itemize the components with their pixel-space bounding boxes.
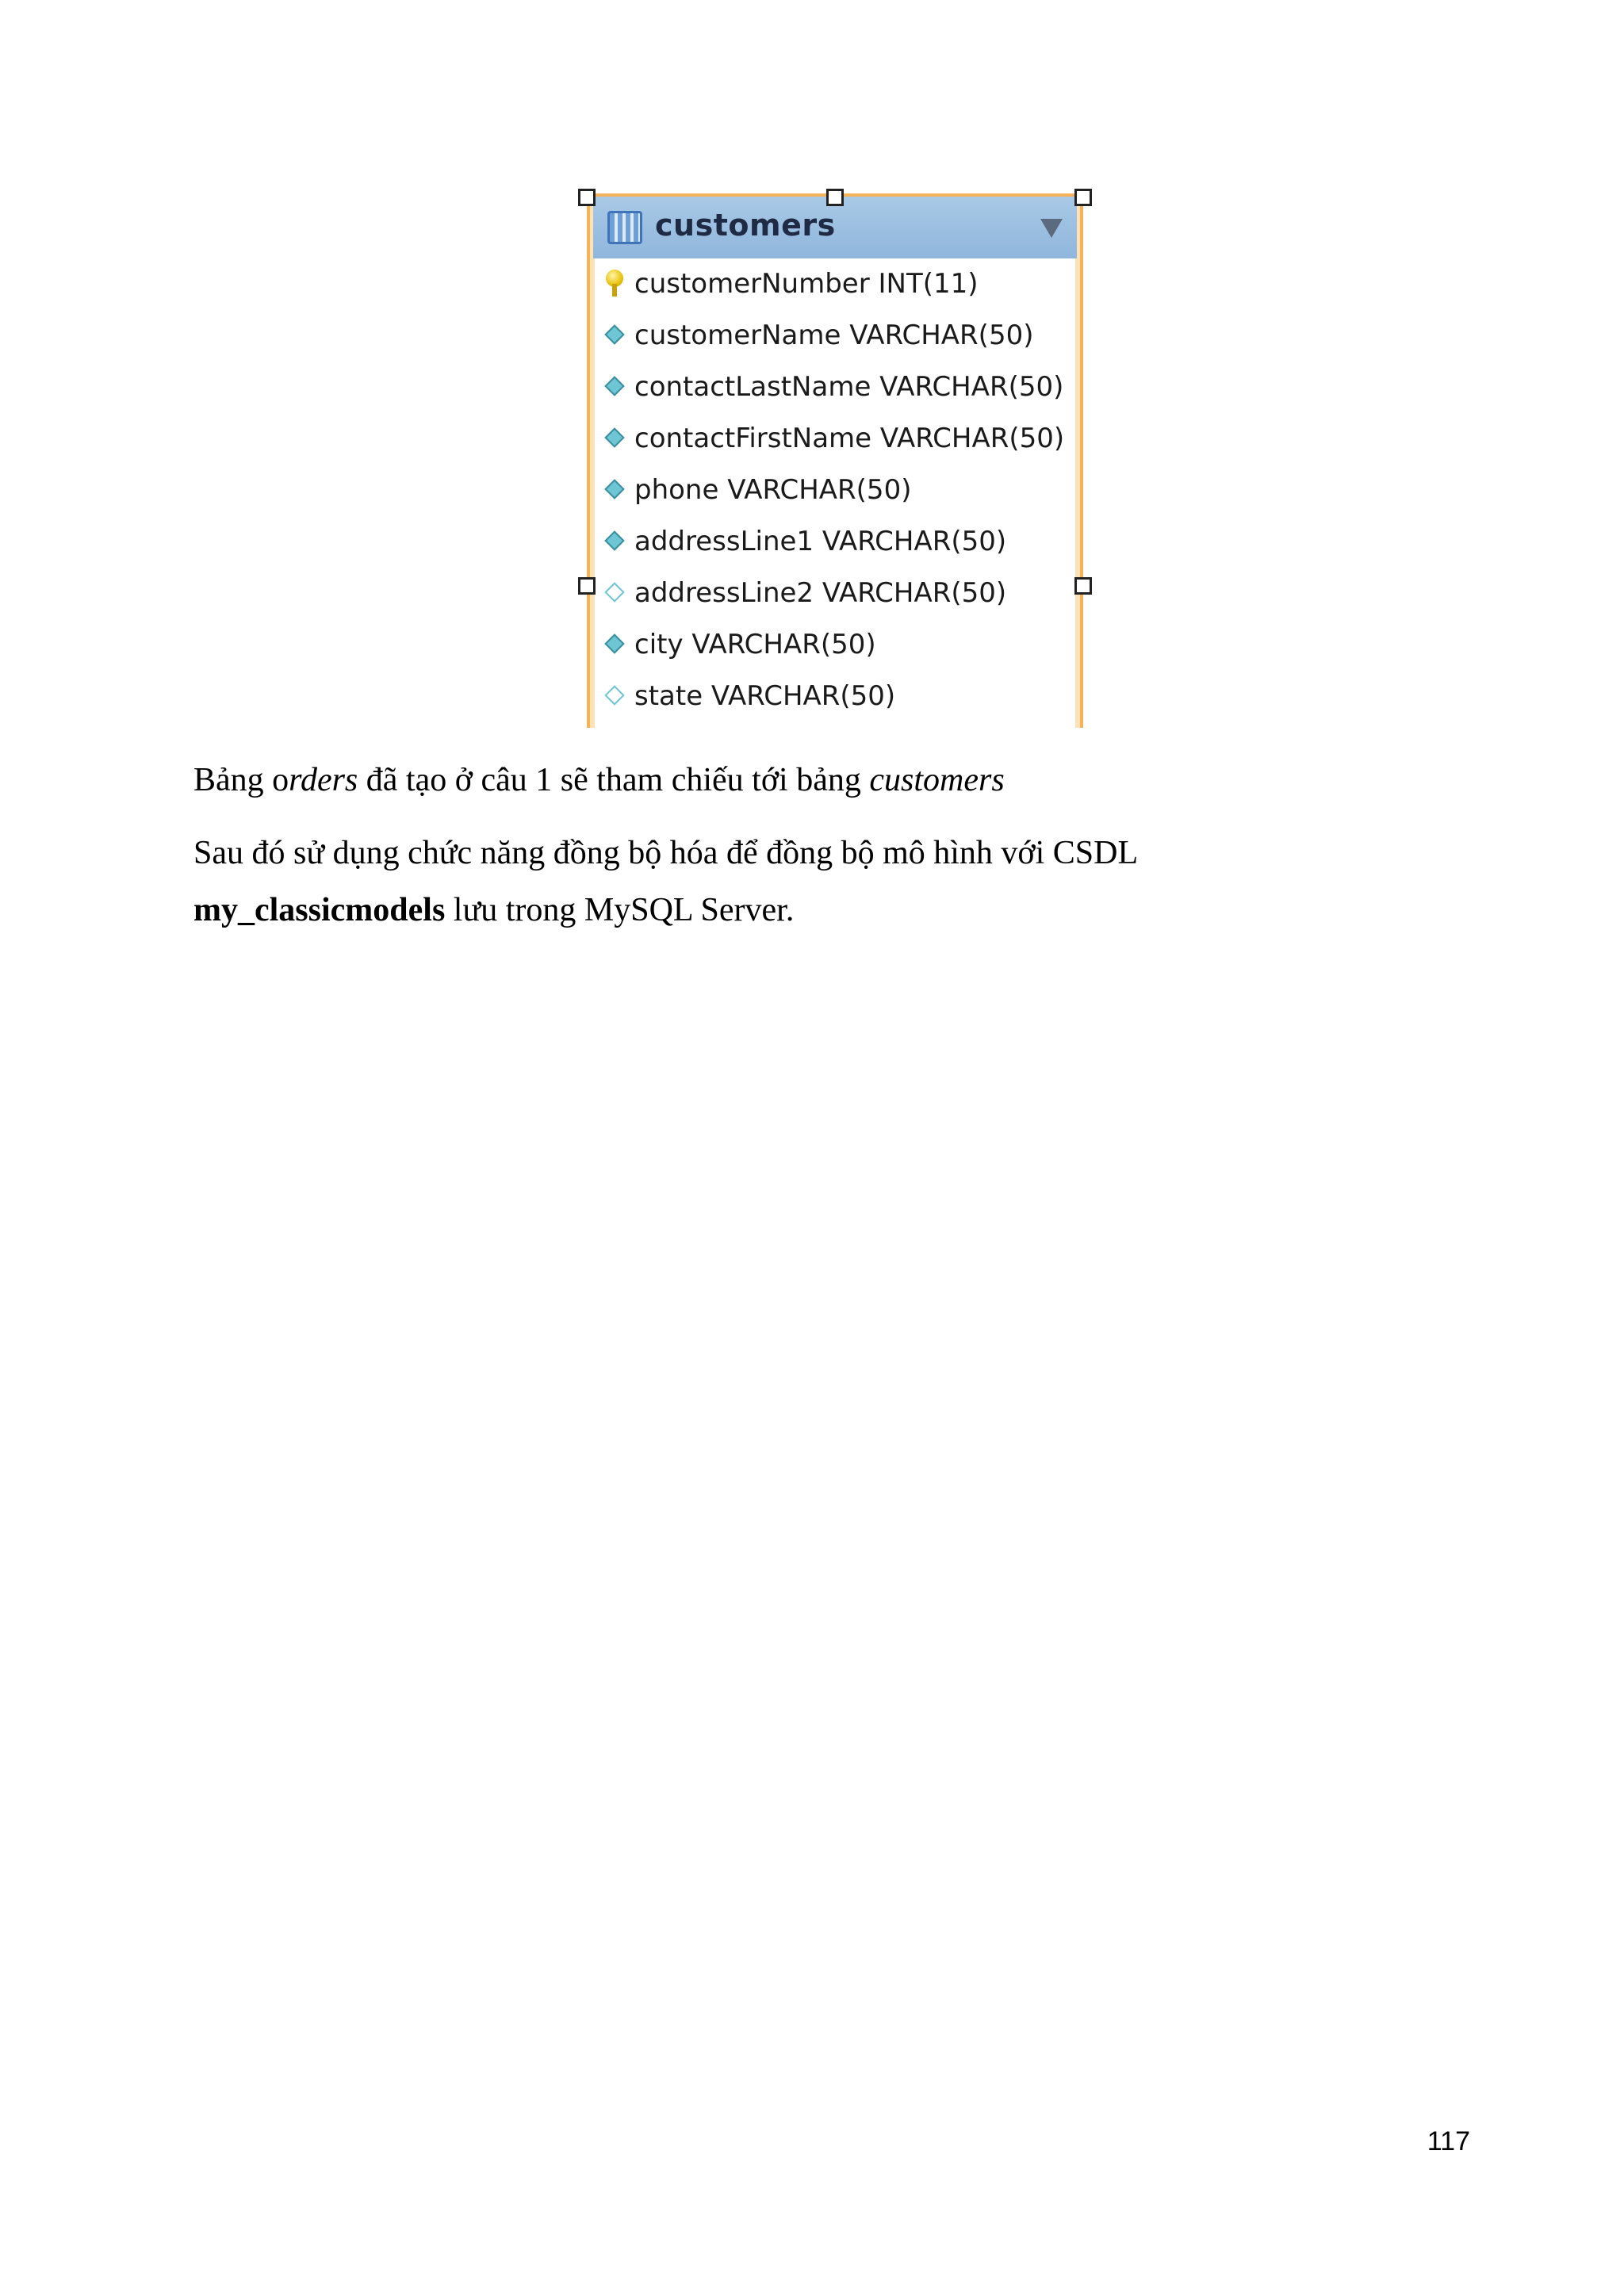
column-text: customerNumber INT(11) bbox=[634, 268, 979, 300]
column-diamond-filled-icon bbox=[604, 427, 624, 447]
table-icon bbox=[607, 211, 642, 244]
paragraph-text: Bảng o bbox=[193, 762, 289, 798]
resize-handle-top-center[interactable] bbox=[826, 189, 844, 206]
column-text: state VARCHAR(50) bbox=[634, 680, 896, 712]
column-diamond-hollow-icon bbox=[604, 685, 624, 705]
column-text: addressLine1 VARCHAR(50) bbox=[634, 526, 1007, 557]
paragraph-sync-line1: Sau đó sử dụng chức năng đồng bộ hóa để đồng bộ mô hình với CSDL bbox=[193, 835, 1139, 871]
column-diamond-hollow-icon bbox=[604, 582, 624, 602]
resize-handle-middle-right[interactable] bbox=[1074, 577, 1092, 595]
column-row[interactable] bbox=[593, 310, 1077, 362]
primary-key-icon bbox=[606, 270, 623, 298]
column-text: customerName VARCHAR(50) bbox=[634, 320, 1034, 351]
resize-handle-top-left[interactable] bbox=[578, 189, 596, 206]
column-row[interactable] bbox=[593, 413, 1077, 465]
column-list bbox=[593, 258, 1077, 722]
column-row[interactable] bbox=[593, 619, 1077, 671]
column-row[interactable] bbox=[593, 362, 1077, 413]
column-row[interactable] bbox=[593, 671, 1077, 722]
column-diamond-filled-icon bbox=[604, 479, 624, 499]
column-diamond-filled-icon bbox=[604, 530, 624, 550]
table-title: customers bbox=[655, 208, 836, 243]
column-row[interactable] bbox=[593, 516, 1077, 568]
column-diamond-filled-icon bbox=[604, 633, 624, 653]
bold-text: my_classicmodels bbox=[193, 892, 446, 928]
column-row[interactable] bbox=[593, 258, 1077, 310]
resize-handle-top-right[interactable] bbox=[1074, 189, 1092, 206]
paragraph-text: đã tạo ở câu 1 sẽ tham chiếu tới bảng bbox=[358, 762, 870, 798]
paragraph-sync-line2 bbox=[193, 890, 794, 931]
column-diamond-filled-icon bbox=[604, 376, 624, 396]
page-number: 117 bbox=[1427, 2126, 1470, 2156]
column-text: city VARCHAR(50) bbox=[634, 629, 876, 660]
column-text: contactFirstName VARCHAR(50) bbox=[634, 423, 1065, 454]
paragraph-orders-reference bbox=[193, 760, 1005, 801]
resize-handle-middle-left[interactable] bbox=[578, 577, 596, 595]
collapse-arrow-icon[interactable] bbox=[1040, 219, 1063, 238]
column-text: contactLastName VARCHAR(50) bbox=[634, 371, 1064, 403]
italic-text: customers bbox=[869, 762, 1005, 798]
column-diamond-filled-icon bbox=[604, 324, 624, 344]
column-row[interactable] bbox=[593, 568, 1077, 619]
column-text: addressLine2 VARCHAR(50) bbox=[634, 577, 1007, 609]
customers-table-entity[interactable] bbox=[587, 193, 1083, 728]
column-text: phone VARCHAR(50) bbox=[634, 474, 912, 506]
paragraph-text: lưu trong MySQL Server. bbox=[445, 892, 795, 928]
column-row[interactable] bbox=[593, 465, 1077, 516]
italic-text: rders bbox=[289, 762, 358, 798]
er-table-figure bbox=[568, 193, 1102, 728]
